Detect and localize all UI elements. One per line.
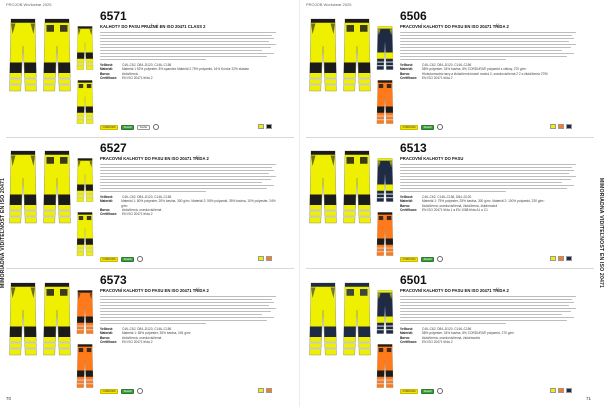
- feature-logos: [400, 256, 443, 262]
- page-number-right: 71: [586, 396, 592, 401]
- color-swatches: [550, 388, 572, 393]
- feature-logos: [400, 124, 443, 130]
- feature-logos: [100, 388, 143, 394]
- spec-list: [400, 327, 576, 344]
- header-left: PROJOB Workwear 2025: [6, 2, 52, 7]
- spec-label: Certifikace:: [100, 211, 118, 216]
- product-images: [306, 140, 396, 264]
- trousers-front-image: [76, 286, 94, 338]
- description-line: [100, 305, 269, 306]
- description-line: [400, 167, 572, 168]
- product-6571: [6, 8, 276, 136]
- spec-value: EN ISO 20471 třída 2: [122, 211, 153, 216]
- trousers-front-image: [8, 144, 38, 230]
- product-6506: [306, 8, 576, 136]
- feature-logo: CORDURA: [100, 257, 118, 262]
- trousers-back-image: [76, 76, 94, 128]
- spec-value: EN ISO 20471 třída 2: [122, 75, 153, 80]
- spec-label: Certifikace:: [400, 207, 418, 212]
- description-line: [100, 170, 274, 171]
- product-images: [306, 272, 396, 396]
- trousers-front-image: [308, 144, 338, 230]
- description-line: [100, 296, 276, 297]
- feature-logo: Stretch: [421, 125, 434, 130]
- spec-label: Materiál:: [400, 199, 414, 204]
- color-swatch: [566, 124, 572, 129]
- trousers-back-image: [42, 144, 72, 230]
- description-line: [400, 176, 576, 177]
- product-code: 6506: [400, 9, 427, 23]
- description-line: [100, 44, 276, 45]
- description-text-block: [400, 296, 576, 324]
- product-text: [400, 274, 576, 344]
- feature-logo: Stretch: [121, 257, 134, 262]
- product-images: [6, 140, 96, 264]
- description-line: [400, 320, 567, 321]
- color-swatch: [550, 388, 556, 393]
- description-line: [100, 299, 272, 300]
- page-number-left: 70: [6, 396, 12, 401]
- description-line: [100, 164, 276, 165]
- description-line: [100, 185, 274, 186]
- color-swatch: [550, 256, 556, 261]
- trousers-back-image: [342, 276, 372, 362]
- description-line: [400, 323, 506, 324]
- trousers-front-image: [376, 22, 394, 74]
- description-line: [100, 59, 206, 60]
- spec-value: C46–C62, D84–D120, C146–C156: [422, 63, 472, 68]
- description-line: [400, 317, 574, 318]
- product-images: [306, 8, 396, 132]
- feature-logo: Stretch: [121, 125, 134, 130]
- description-line: [100, 179, 271, 180]
- spec-row: [400, 340, 576, 344]
- trousers-front-image: [8, 12, 38, 98]
- color-swatches: [258, 124, 272, 129]
- description-line: [100, 176, 276, 177]
- feature-logo: CORDURA: [100, 125, 118, 130]
- product-text: [100, 142, 276, 216]
- product-6501: [306, 272, 576, 400]
- spec-value: C46–C62, D84–D120, C146–C156: [122, 327, 172, 332]
- trousers-front-image: [308, 12, 338, 98]
- description-line: [400, 173, 569, 174]
- color-swatch: [566, 388, 572, 393]
- spec-value: C46–C62, D84–D120, C146–C156: [122, 195, 172, 200]
- spec-label: Materiál:: [100, 331, 114, 336]
- trousers-front-image: [308, 276, 338, 362]
- spec-label: Materiál:: [400, 67, 414, 72]
- color-swatch: [258, 388, 264, 393]
- spec-label: Certifikace:: [100, 75, 118, 80]
- feature-logo: Stretch: [121, 389, 134, 394]
- product-name: PRACOVNÍ KALHOTY DO PASU EN ISO 20471 TŘÍDA 2: [400, 288, 509, 293]
- description-line: [400, 305, 569, 306]
- product-code: 6573: [100, 273, 127, 287]
- divider: [306, 268, 594, 269]
- color-swatches: [258, 388, 272, 393]
- product-text: [400, 10, 576, 80]
- description-line: [400, 308, 576, 309]
- description-line: [100, 35, 272, 36]
- description-line: [100, 317, 274, 318]
- spec-value: 58% polyester, 34% bavlna, 8% CORDURA® polyamid s vlákny, 270 g/m²: [422, 67, 527, 72]
- spec-row: [100, 340, 276, 344]
- description-line: [400, 32, 576, 33]
- spec-value: žlutá/černá, oranžová/černá, žlutá/modrá: [422, 335, 480, 340]
- description-line: [100, 173, 269, 174]
- product-6527: [6, 140, 276, 268]
- color-swatch: [558, 388, 564, 393]
- spec-value: EN ISO 20471 třída 1 a EN 1088 třída A1 a C1: [422, 207, 488, 212]
- divider: [6, 137, 294, 138]
- color-swatches: [258, 256, 272, 261]
- trousers-back-image: [376, 340, 394, 392]
- spec-list: [400, 63, 576, 80]
- description-line: [400, 311, 571, 312]
- product-code: 6513: [400, 141, 427, 155]
- certification-icon: [437, 256, 443, 262]
- divider: [6, 268, 294, 269]
- product-text: [400, 142, 576, 212]
- certification-icon: [437, 388, 443, 394]
- description-line: [100, 41, 269, 42]
- feature-logo: Stretch: [421, 389, 434, 394]
- description-line: [400, 41, 569, 42]
- spec-row: [100, 76, 276, 80]
- product-6573: [6, 272, 276, 400]
- header-right: PROJOB Workwear 2025: [306, 2, 352, 7]
- spec-list: [100, 63, 276, 80]
- description-line: [400, 191, 506, 192]
- description-line: [400, 182, 562, 183]
- certification-icon: [137, 388, 143, 394]
- description-line: [400, 179, 571, 180]
- description-line: [100, 191, 206, 192]
- product-images: [6, 272, 96, 396]
- description-line: [400, 53, 574, 54]
- spec-value: C46–C62, C146–C156, D84–D120: [422, 195, 472, 200]
- feature-logos: [100, 124, 159, 130]
- spec-label: Velikost:: [100, 63, 114, 68]
- description-line: [400, 302, 574, 303]
- spec-value: Materiál 1: 75% polyester, 25% bavlna, 300 g/m². Materiál 2: 100% polyamid, 230 g/m²: [422, 199, 545, 204]
- spec-value: Materiál 1: 65% polyester, 35% bavlna, 245 g/m²: [122, 331, 191, 336]
- color-swatch: [258, 124, 264, 129]
- spec-value: 58% polyester, 34% bavlna, 8% CORDURA® polyamid, 270 g/m²: [422, 331, 515, 336]
- description-line: [400, 56, 567, 57]
- feature-logos: [100, 256, 143, 262]
- description-line: [100, 38, 274, 39]
- product-text: [100, 274, 276, 344]
- trousers-back-image: [376, 208, 394, 260]
- spec-value: Materiál 1 92% polyester, 8% spandex Materiál 2 75% polyamid, 16% Kordur 22% elastan: [122, 67, 250, 72]
- product-name: PRACOVNÍ KALHOTY DO PASU: [400, 156, 464, 161]
- description-line: [400, 59, 506, 60]
- description-line: [100, 53, 274, 54]
- spec-label: Velikost:: [400, 195, 414, 200]
- color-swatch: [266, 388, 272, 393]
- spec-label: Certifikace:: [400, 339, 418, 344]
- spec-list: [100, 195, 276, 216]
- product-6513: [306, 140, 576, 268]
- spec-label: Barva:: [100, 335, 110, 340]
- spec-label: Barva:: [100, 207, 110, 212]
- description-line: [100, 167, 272, 168]
- feature-logo: Kevlar: [137, 125, 149, 130]
- trousers-front-image: [376, 286, 394, 338]
- color-swatches: [550, 124, 572, 129]
- description-line: [100, 320, 267, 321]
- feature-logo: Stretch: [421, 257, 434, 262]
- description-line: [100, 182, 262, 183]
- side-tab-right: MIMORIADNÁ VIDITEĽNOSŤ EN ISO 20471: [598, 177, 604, 289]
- certification-icon: [153, 124, 159, 130]
- spec-list: [100, 327, 276, 344]
- description-line: [400, 314, 562, 315]
- trousers-front-image: [76, 22, 94, 74]
- description-line: [400, 47, 571, 48]
- spec-value: EN ISO 20471 třída 2: [422, 75, 453, 80]
- description-text-block: [100, 296, 276, 324]
- color-swatch: [558, 256, 564, 261]
- spec-value: C46–C62, D84–D120, C146–C156: [422, 327, 472, 332]
- description-line: [400, 35, 572, 36]
- spec-value: žlutá/černá, oranžová/černá: [122, 207, 162, 212]
- description-line: [400, 50, 562, 51]
- spec-value: EN ISO 20471 třída 2: [122, 339, 153, 344]
- divider: [306, 137, 594, 138]
- product-code: 6501: [400, 273, 427, 287]
- description-text-block: [400, 32, 576, 60]
- description-line: [400, 164, 576, 165]
- spec-row: [400, 76, 576, 80]
- spec-row: [100, 212, 276, 216]
- spec-value: Materiál 1: 80% polyester, 20% bavlna, 300 g/m². Materiál 2: 55% polyamid, 35% bavlna, 10% polyester, 24% g/m²: [121, 199, 276, 208]
- description-line: [100, 314, 262, 315]
- product-name: KALHOTY DO PASU PRUŽNÉ EN ISO 20471 CLASS 2: [100, 24, 206, 29]
- product-name: PRACOVNÍ KALHOTY DO PASU EN ISO 20471 TŘÍDA 2: [100, 288, 209, 293]
- feature-logo: CORDURA: [400, 257, 418, 262]
- color-swatch: [258, 256, 264, 261]
- description-line: [100, 47, 271, 48]
- spec-label: Velikost:: [100, 195, 114, 200]
- feature-logo: CORDURA: [400, 125, 418, 130]
- product-text: [100, 10, 276, 80]
- spec-value: žlutá/černá, oranžová/černá, žlutá/černá, žlutá/modrá: [422, 203, 498, 208]
- trousers-front-image: [376, 154, 394, 206]
- spec-list: [400, 195, 576, 212]
- spec-label: Materiál:: [100, 67, 114, 72]
- color-swatches: [550, 256, 572, 261]
- description-line: [100, 302, 274, 303]
- description-line: [400, 299, 572, 300]
- trousers-back-image: [376, 76, 394, 128]
- color-swatch: [266, 124, 272, 129]
- spec-value: Hlubokomodrá navy a žlutá/černá tmavě modrá 2, oranžová/černá 2 2 a žlutá/černá 2790: [422, 71, 548, 76]
- spec-label: Barva:: [100, 71, 110, 76]
- color-swatch: [266, 256, 272, 261]
- description-line: [100, 56, 267, 57]
- spec-row: [400, 208, 576, 212]
- trousers-back-image: [76, 208, 94, 260]
- spec-value: EN ISO 20471 třída 2: [422, 339, 453, 344]
- trousers-back-image: [42, 12, 72, 98]
- trousers-back-image: [342, 12, 372, 98]
- description-line: [400, 38, 574, 39]
- certification-icon: [137, 256, 143, 262]
- color-swatch: [558, 124, 564, 129]
- trousers-front-image: [76, 154, 94, 206]
- description-text-block: [400, 164, 576, 192]
- spec-label: Barva:: [400, 71, 410, 76]
- description-line: [400, 185, 574, 186]
- spec-value: žlutá/černá, oranžová/černá: [122, 335, 162, 340]
- trousers-back-image: [342, 144, 372, 230]
- product-code: 6571: [100, 9, 127, 23]
- color-swatch: [550, 124, 556, 129]
- spec-value: žlutá/černá: [122, 71, 138, 76]
- description-line: [100, 311, 271, 312]
- description-line: [100, 32, 276, 33]
- spec-label: Certifikace:: [100, 339, 118, 344]
- side-tab-left: MIMORIADNÁ VIDITEĽNOSŤ EN ISO 20471: [0, 177, 7, 289]
- description-line: [400, 296, 576, 297]
- description-line: [100, 308, 276, 309]
- page-gutter: [299, 0, 300, 407]
- feature-logo: CORDURA: [400, 389, 418, 394]
- description-line: [100, 188, 267, 189]
- spec-label: Barva:: [400, 335, 410, 340]
- description-text-block: [100, 164, 276, 192]
- trousers-back-image: [42, 276, 72, 362]
- description-text-block: [100, 32, 276, 60]
- spec-label: Barva:: [400, 203, 410, 208]
- description-line: [400, 170, 574, 171]
- description-line: [100, 323, 206, 324]
- description-line: [100, 50, 262, 51]
- feature-logos: [400, 388, 443, 394]
- certification-icon: [437, 124, 443, 130]
- spec-label: Velikost:: [400, 63, 414, 68]
- description-line: [400, 188, 567, 189]
- trousers-front-image: [8, 276, 38, 362]
- spec-label: Velikost:: [100, 327, 114, 332]
- spec-label: Velikost:: [400, 327, 414, 332]
- product-name: PRACOVNÍ KALHOTY DO PASU EN ISO 20471 TŘÍDA 2: [100, 156, 209, 161]
- trousers-back-image: [76, 340, 94, 392]
- spec-label: Certifikace:: [400, 75, 418, 80]
- product-images: [6, 8, 96, 132]
- color-swatch: [566, 256, 572, 261]
- spec-label: Materiál:: [100, 199, 114, 204]
- product-code: 6527: [100, 141, 127, 155]
- feature-logo: CORDURA: [100, 389, 118, 394]
- product-name: PRACOVNÍ KALHOTY DO PASU EN ISO 20471 TŘÍDA 2: [400, 24, 509, 29]
- spec-value: C46–C62, D84–D120, C146–C156: [122, 63, 172, 68]
- spec-row: [100, 199, 276, 207]
- description-line: [400, 44, 576, 45]
- spec-label: Materiál:: [400, 331, 414, 336]
